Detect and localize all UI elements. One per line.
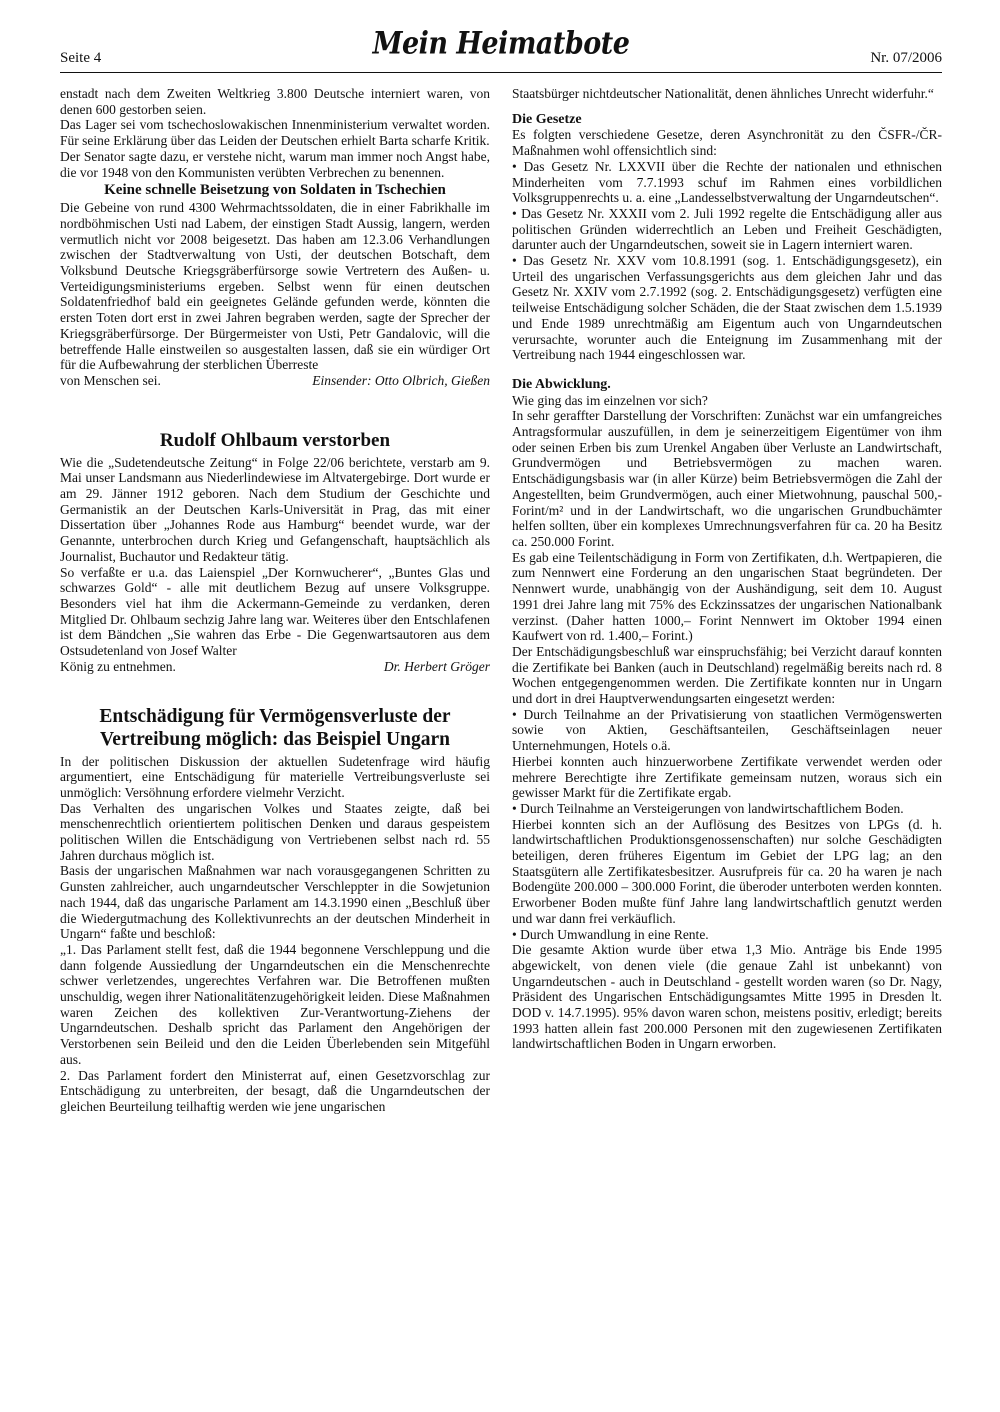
page-number: Seite 4 [60,50,102,66]
paragraph: Wie die „Sudetendeutsche Zeitung“ in Folge 22/06 berichtete, verstarb am 9. Mai unser Landsmann aus Niederlindewiese im Altvatergebirge. Dort wurde er am 29. Jänner 1912 geboren. Nach dem Studium der Geschichte und Germanistik an der Deutschen Karls-Universität in Prag, das mit einer Dissertation über „Johannes Rode aus Hamburg“ beendet wurde, war der Genannte, unterbrochen durch Krieg und Gefangenschaft, hauptsächlich als Journalist, Buchautor und Redakteur tätig. [60,454,490,564]
masthead-title: Mein Heimatbote [372,25,630,62]
paragraph: In sehr geraffter Darstellung der Vorschriften: Zunächst war ein umfangreiches Antragsformular auszufüllen, in dem je seinerzeitigem Eigentümer von ihm oder seinen Erben bis zum Urenkel Angaben über Verluste an Landwirtschaft, Grundvermögen und Betriebsvermögen zu machen waren. Entschädigungsbasis war (in aller Kürze) beim Betriebsvermögen die Zahl der Angestellten, beim Grundvermögen, auch einer Mietwohnung, pauschal 500,- Forint/m² und in der Landwirtschaft, wo die ungarischen Grundbuchämter helfen sollten, über ein komplexes Umrechnungsverfahren für ca. 20 ha Besitz ca. 250.000 Forint. [512,408,942,549]
left-column [60,86,490,1115]
paragraph: Es gab eine Teilentschädigung in Form von Zertifikaten, d.h. Wertpapieren, die zum Nennwert eine Forderung an den ungarischen Staat begründeten. Der Nennwert wurde, unabhängig von der Aushändigung, seit dem 10. August 1991 drei Jahre lang mit 75% des Eckzinssatzes der ungarischen Nationalbank verzinst. (Daher hatten 1000,– Forint Nennwert im Oktober 1994 einen Kaufwert von rd. 1.400,– Forint.) [512,549,942,644]
signature-line [60,659,490,675]
bullet-paragraph: • Durch Umwandlung in eine Rente. [512,926,709,942]
paragraph: 2. Das Parlament fordert den Ministerrat auf, einen Gesetzvorschlag zur Entschädigung zu unterbreiten, der besagt, daß die Ungarndeutschen der gleichen Beurteilung teilhaftig werden wie jene ungarischen [60,1067,490,1114]
closing-text: König zu entnehmen. [60,658,176,674]
bullet-paragraph: • Das Gesetz Nr. XXV vom 10.8.1991 (sog. 1. Entschädigungsgesetz), ein Urteil des ungarischen Verfassungsgerichts aus dem gleichen Jahr und das Gesetz Nr. XXIV vom 2.7.1992 (sog. 2. Entschädigungsgesetz) verfügten eine teilweise Entschädigung solcher Schäden, die der Staat zwischen dem 1.5.1939 und Ende 1989 unrechtmäßig am Eigentum auch von Ungarndeutschen verursachte, worunter auch die Enteignung im Zusammenhang mit der Vertreibung nach 1944 eingeschlossen war. [512,253,942,363]
paragraph: Basis der ungarischen Maßnahmen war nach vorausgegangenen Schritten zu Gunsten zahlreicher, auch ungarndeutscher Verschleppter in die Sowjetunion nach 1944, daß das ungarische Parlament am 14.3.1990 einen „Beschluß über die Wiedergutmachung des Kollektivunrechts an der deutschen Minderheit in Ungarn“ faßte und beschloß: [60,863,490,942]
bullet-paragraph: • Das Gesetz Nr. XXXII vom 2. Juli 1992 regelte die Entschädigung aller aus politischen Gründen widerrechtlich an Leben und Freiheit Geschädigten, darunter auch der Ungarndeutschen, soweit sie in Lagern interniert waren. [512,205,942,253]
closing-text: von Menschen sei. [60,372,161,388]
paragraph: „1. Das Parlament stellt fest, daß die 1944 begonnene Verschleppung und die dann folgende Aussiedlung der Ungarndeutschen ein die Menschenrechte schwer verletzendes, ungerechtes Verfahren war. Die Betroffenen mußten unschuldig, wegen ihrer Nationalitätenzugehörigkeit leiden. Diese Maßnahmen waren Zeichen des kollektiven Zur-Verantwortung-Ziehens der Ungarndeutschen. Deshalb spricht das Parlament den Angehörigen der Verstorbenen sein Beileid und den die Leiden Überlebenden sein Mitgefühl aus. [60,941,490,1067]
right-column [512,86,942,1052]
section-heading-abwicklung: Die Abwicklung. [512,376,611,392]
author-credit: Einsender: Otto Olbrich, Gießen [312,372,490,388]
bullet-paragraph: • Durch Teilnahme an Versteigerungen von landwirtschaftlichem Boden. [512,800,904,816]
paragraph: Hierbei konnten auch hinzuerworbene Zertifikate verwendet werden oder mehrere Berechtigte ihre Zertifikate gemeinsam nutzen, woraus sich ein gewisser Markt für die Zertifikate ergab. [512,753,942,801]
article-heading-ungarn: Entschädigung für Vermögensverluste der Vertreibung möglich: das Beispiel Ungarn [99,705,451,750]
paragraph: Es folgten verschiedene Gesetze, deren Asynchronität zu den ČSFR-/ČR-Maßnahmen wohl offensichtlich sind: [512,127,942,159]
paragraph: Das Lager sei vom tschechoslowakischen Innenministerium verwaltet worden. Für seine Erklärung über das Leiden der Deutschen erhielt Barta scharfe Kritik. [60,117,490,149]
signature-line [60,373,490,389]
article-heading-soldaten: Keine schnelle Beisetzung von Soldaten in Tschechien [104,182,446,199]
author-credit: Dr. Herbert Gröger [383,658,490,674]
paragraph: Die Gebeine von rund 4300 Wehrmachtssoldaten, die in einer Fabrikhalle im nordböhmischen Usti nad Labem, der einstigen Stadt Aussig, langern, werden vermutlich nicht vor 2008 beigesetzt. Das haben am 12.3.06 Verhandlungen zwischen der Stadtverwaltung von Usti, der deutschen Botschaft, dem Volksbund Deutsche Kriegsgräberfürsorge sowie Vertretern des Außen- u. Verteidigungsministeriums ergeben. Selbst wenn für einen deutschen Soldatenfriedhof bald ein geeignetes Gelände gefunden werde, könnten die ersten Toten dort erst in zwei Jahren begraben werden, sagte der Sprecher der Kriegsgräberfürsorge. Der Bürgermeister von Usti, Petr Gandalovic, will die betreffende Halle einstweilen so ausgestalten lassen, daß sie ein würdiger Ort für die Aufbewahrung der sterblichen Überreste [60,200,490,373]
bullet-paragraph: • Das Gesetz Nr. LXXVII über die Rechte der nationalen und ethnischen Minderheiten vom 7.7.1993 schuf im Rahmen eines vorbildlichen Volksgruppenrechts u. a. eine „Landesselbstverwaltung der Ungarndeutschen“. [512,158,942,206]
paragraph: enstadt nach dem Zweiten Weltkrieg 3.800 Deutsche interniert waren, von denen 600 gestorben seien. [60,86,490,117]
header-rule [60,72,942,73]
paragraph: Die gesamte Aktion wurde über etwa 1,3 Mio. Anträge bis Ende 1995 abgewickelt, von denen viele (die genaue Zahl ist unbekannt) von Ungarndeutschen - auch in Deutschland - gestellt worden waren (so Dr. Nagy, Präsident des Ungarischen Entschädigungsamtes Mitte 1995 in Dresden lt. DOD v. 14.7.1995). 95% davon waren schon, meistens positiv, erledigt; bereits 1993 hatten allein fast 200.000 Personen mit den zugewiesenen Zertifikaten landwirtschaftlichen Boden in Ungarn erworben. [512,942,942,1052]
section-heading-gesetze: Die Gesetze [512,111,582,127]
paragraph: So verfaßte er u.a. das Laienspiel „Der Kornwucherer“, „Buntes Glas und schwarzes Gold“ - alle mit deutlichem Bezug auf unsere Volksgruppe. Besonders viel hat ihm die Ackermann-Gemeinde zu verdanken, deren Mitglied Dr. Ohlbaum sechzig Jahre lang war. Weiteres über den Entschlafenen ist dem Bändchen „Sie wahren das Erbe - Die Gegenwartsautoren aus dem Ostsudetenland von Josef Walter [60,564,490,659]
issue-number: Nr. 07/2006 [870,50,942,66]
page-header [60,25,942,74]
paragraph: Wie ging das im einzelnen vor sich? [512,392,708,408]
paragraph: Der Senator sagte dazu, er verstehe nicht, warum man immer noch Angst habe, die vor 1948 von den Kommunisten verübten Verbrechen zu benennen. [60,148,490,180]
paragraph: Hierbei konnten sich an der Auflösung des Besitzes von LPGs (d. h. landwirtschaftlichen Produktionsgenossenschaften) nur solche Geschädigten beteiligen, deren früheres Eigentum im Gebiet der LPG lag; an den Staatsgütern alle Zertifikatesbesitzer. Ausrufpreis für ca. 20 ha waren je nach Bodengüte 200.000 – 300.000 Forint, die überoder unterboten werden konnten. Erworbener Boden mußte fünf Jahre lang landwirtschaftlich genutzt werden und war dann frei verkäuflich. [512,816,942,926]
article-heading-ohlbaum: Rudolf Ohlbaum verstorben [159,429,391,451]
paragraph: In der politischen Diskussion der aktuellen Sudetenfrage wird häufig argumentiert, eine Entschädigung für materielle Vertreibungsverluste sei unmöglich: Versöhnung erfordere vielmehr Verzicht. [60,753,490,800]
paragraph: Der Entschädigungsbeschluß war einspruchsfähig; bei Verzicht darauf konnten die Zertifikate bei Banken (auch in Deutschland) regelmäßig bereits nach rd. 8 Wochen entgegengenommen werden. Die Zertifikate konnten nur in Ungarn und dort in drei Hauptverwendungsarten eingesetzt werden: [512,643,942,707]
bullet-paragraph: • Durch Teilnahme an der Privatisierung von staatlichen Vermögenswerten sowie von Aktien, Geschäftsanteilen, Geschäftseinlagen neuer Unternehmungen, Hotels o.ä. [512,706,942,754]
paragraph: Das Verhalten des ungarischen Volkes und Staates zeigte, daß bei menschenrechtlich orientiertem politischen Denken und daraus gespeistem politischen Willen die Entschädigung von Vertriebenen selbst nach rd. 55 Jahren durchaus möglich ist. [60,800,490,863]
paragraph: Staatsbürger nichtdeutscher Nationalität, denen ähnliches Unrecht widerfuhr.“ [512,86,934,101]
